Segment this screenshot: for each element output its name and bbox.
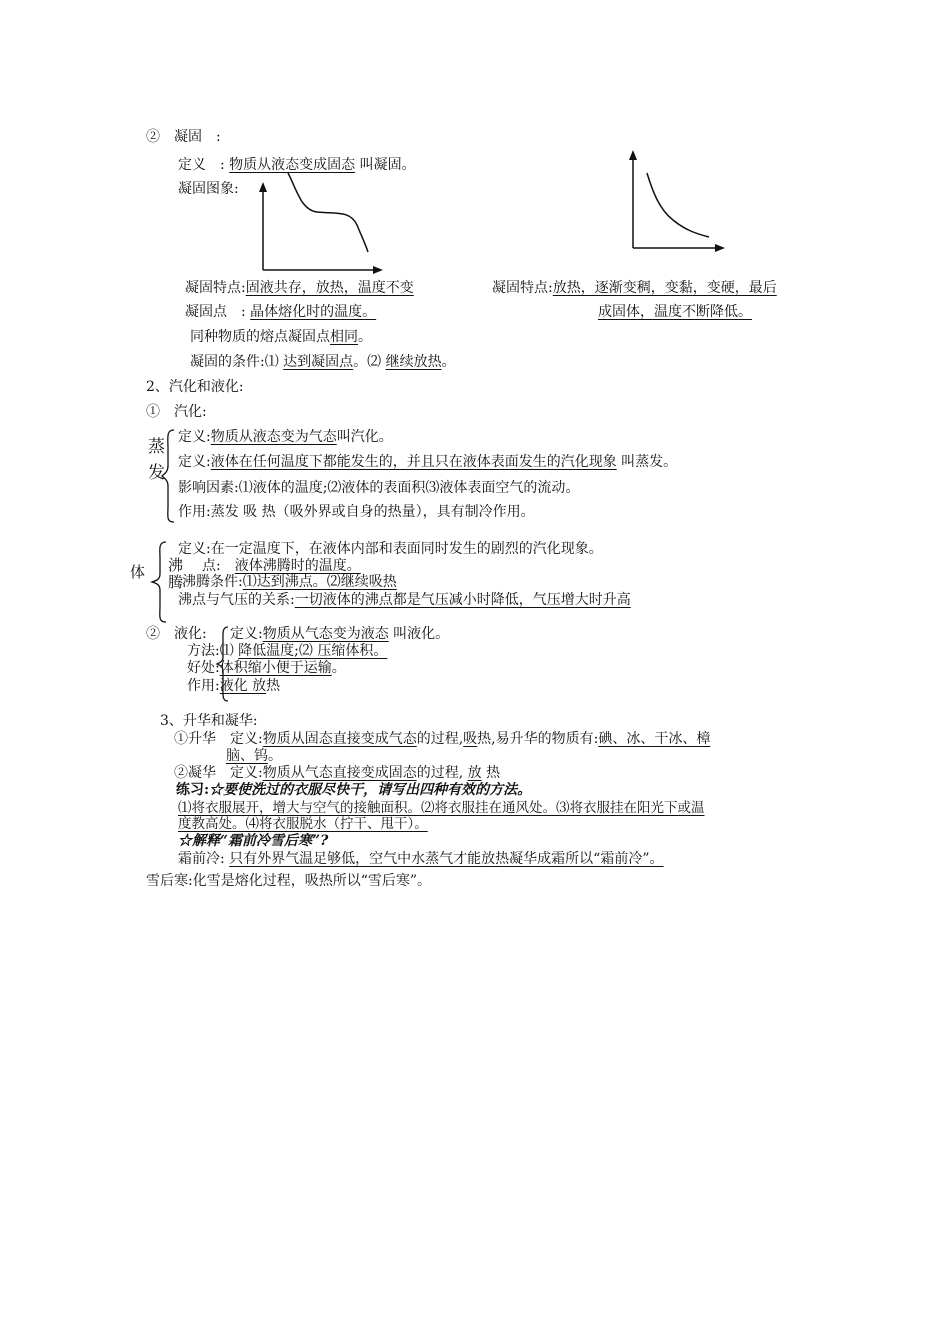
liquefy-heading: ② 液化:	[146, 626, 207, 642]
sublimation-definition-cont: 脑、钨。	[226, 748, 282, 764]
vaporization-definition: 定义:物质从液态变为气态叫汽化。	[178, 429, 393, 445]
exercise-answer-1-line2: 度教高处。⑷将衣服脱水（拧干、甩干）。	[178, 816, 428, 832]
evaporation-side-char1: 蒸	[148, 437, 165, 457]
solidify-feature-crystal: 凝固特点:固液共存，放热，温度不变	[185, 280, 414, 296]
evaporation-brace	[160, 428, 180, 524]
solidify-feature-amorphous: 凝固特点:放热，逐渐变稠，变黏，变硬，最后	[492, 280, 777, 296]
liquefy-effect: 作用:液化 放热	[187, 678, 281, 694]
evaporation-effect: 作用:蒸发 吸 热（吸外界或自身的热量），具有制冷作用。	[178, 504, 535, 520]
solidify-same: 同种物质的熔点凝固点相同。	[190, 329, 372, 345]
solidify-condition: 凝固的条件:⑴ 达到凝固点。⑵ 继续放热。	[190, 354, 456, 370]
solidify-definition: 定义 : 物质从液态变成固态 叫凝固。	[178, 157, 416, 173]
boiling-point: 点: 液体沸腾时的温度。	[202, 558, 361, 574]
boiling-condition: 沸腾条件:⑴达到沸点。⑵继续吸热	[182, 574, 397, 590]
evaporation-side-char2: 发	[148, 463, 165, 483]
crystal-solidification-graph	[255, 170, 395, 280]
liquefy-definition: 定义:物质从气态变为液态 叫液化。	[230, 626, 450, 642]
exercise-answer-1-line1: ⑴将衣服展开，增大与空气的接触面积。⑵将衣服挂在通风处。⑶将衣服挂在阳光下或温	[178, 800, 705, 816]
boiling-side-char-teng: 腾	[168, 573, 184, 591]
sublimation-definition: ①升华 定义:物质从固态直接变成气态的过程,吸热,易升华的物质有:碘、冰、干冰、樟	[174, 731, 711, 747]
boiling-definition: 定义:在一定温度下，在液体内部和表面同时发生的剧烈的汽化现象。	[178, 541, 603, 557]
amorphous-solidification-graph	[625, 148, 735, 258]
boiling-side-char-ti: 体	[130, 563, 146, 581]
liquefy-benefit: 好处:体积缩小便于运输。	[187, 660, 346, 676]
exercise-answer-3: 雪后寒:化雪是熔化过程，吸热所以“雪后寒”。	[146, 873, 432, 889]
boiling-side-char-fei: 沸	[168, 556, 184, 574]
solidify-feature-amorphous-cont: 成固体，温度不断降低。	[598, 304, 752, 320]
solidify-point: 凝固点 : 晶体熔化时的温度。	[185, 304, 377, 320]
boiling-pressure-relation: 沸点与气压的关系:一切液体的沸点都是气压减小时降低，气压增大时升高	[178, 592, 631, 608]
evaporation-factors: 影响因素:⑴液体的温度;⑵液体的表面积⑶液体表面空气的流动。	[178, 480, 580, 496]
sublimation-heading: 3、升华和凝华:	[160, 713, 258, 729]
solidify-heading: ② 凝固 :	[146, 129, 221, 145]
solidify-graph-label: 凝固图象:	[178, 181, 239, 197]
exercise-question-1: 练习:☆要使洗过的衣服尽快干，请写出四种有效的方法。	[176, 782, 532, 798]
evaporation-definition: 定义:液体在任何温度下都能发生的，并且只在液体表面发生的汽化现象 叫蒸发。	[178, 454, 678, 470]
exercise-answer-2: 霜前冷: 只有外界气温足够低，空气中水蒸气才能放热凝华成霜所以“霜前冷”。	[178, 851, 664, 867]
boiling-brace	[150, 540, 170, 624]
desublimation-definition: ②凝华 定义:物质从气态直接变成固态的过程, 放 热	[174, 765, 501, 781]
vapor-heading: 2、汽化和液化:	[146, 379, 244, 395]
liquefy-method: 方法:⑴ 降低温度;⑵ 压缩体积。	[187, 643, 388, 659]
exercise-question-2: ☆解释“霜前冷雪后寒”?	[178, 833, 329, 849]
vapor-subheading: ① 汽化:	[146, 404, 207, 420]
